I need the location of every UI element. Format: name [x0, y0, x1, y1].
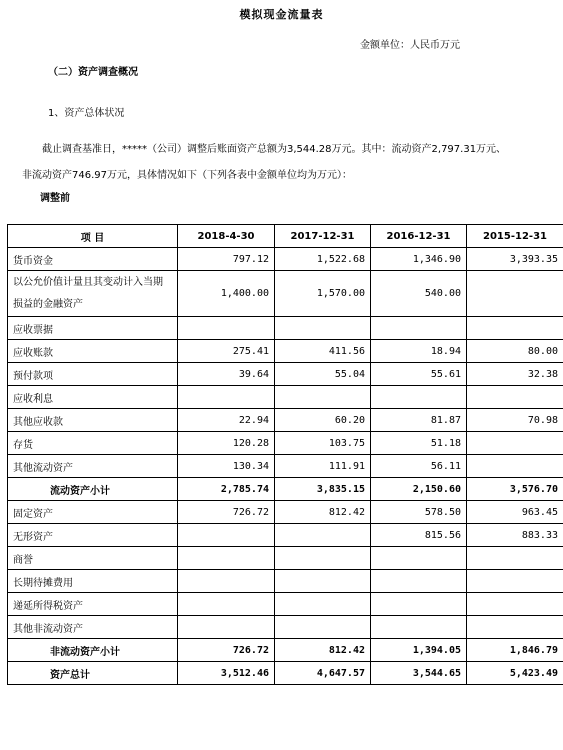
cell-value: 3,393.35 [467, 248, 563, 271]
cell-value: 70.98 [467, 409, 563, 432]
table-row [8, 386, 563, 409]
asset-table-body [8, 225, 563, 685]
row-label: 以公允价值计量且其变动计入当期损益的金融资产 [8, 271, 178, 317]
cell-value [275, 593, 371, 616]
table-row [8, 317, 563, 340]
cell-value [178, 524, 275, 547]
row-label: 存货 [8, 432, 178, 455]
table-row [8, 409, 563, 432]
cell-value [467, 593, 563, 616]
cell-value: 80.00 [467, 340, 563, 363]
table-row [8, 432, 563, 455]
header-date: 2015-12-31 [467, 225, 563, 248]
row-label: 非流动资产小计 [8, 639, 178, 662]
row-label: 固定资产 [8, 501, 178, 524]
cell-value [467, 570, 563, 593]
cell-value: 726.72 [178, 501, 275, 524]
cell-value: 103.75 [275, 432, 371, 455]
cell-value: 32.38 [467, 363, 563, 386]
cell-value: 275.41 [178, 340, 275, 363]
cell-value [178, 547, 275, 570]
table-row [8, 593, 563, 616]
cell-value [371, 570, 467, 593]
summary-paragraph-line1: 截止调查基准日，*****（公司）调整后账面资产总额为3,544.28万元。其中：流动资产2,797.31万元、 [42, 144, 507, 155]
cell-value [275, 317, 371, 340]
header-date: 2017-12-31 [275, 225, 371, 248]
cell-value [467, 616, 563, 639]
cell-value: 963.45 [467, 501, 563, 524]
cell-value: 3,544.65 [371, 662, 467, 685]
table-row [8, 501, 563, 524]
cell-value: 1,570.00 [275, 271, 371, 317]
cell-value [275, 616, 371, 639]
cell-value [371, 386, 467, 409]
cell-value: 111.91 [275, 455, 371, 478]
table-row [8, 248, 563, 271]
cell-value: 55.61 [371, 363, 467, 386]
table-row [8, 340, 563, 363]
cell-value: 55.04 [275, 363, 371, 386]
cell-value: 1,400.00 [178, 271, 275, 317]
cell-value: 39.64 [178, 363, 275, 386]
table-row [8, 363, 563, 386]
table-row [8, 570, 563, 593]
cell-value [178, 593, 275, 616]
row-label: 无形资产 [8, 524, 178, 547]
cell-value [371, 593, 467, 616]
adjustment-label: 调整前 [40, 193, 70, 204]
table-row [8, 271, 563, 317]
section-heading: （二）资产调查概况 [48, 67, 138, 78]
row-label: 长期待摊费用 [8, 570, 178, 593]
cell-value: 1,522.68 [275, 248, 371, 271]
cell-value [467, 547, 563, 570]
cell-value [371, 616, 467, 639]
cell-value [371, 547, 467, 570]
asset-table [7, 224, 563, 685]
cell-value [275, 547, 371, 570]
row-label: 应收利息 [8, 386, 178, 409]
table-row [8, 547, 563, 570]
row-label: 预付款项 [8, 363, 178, 386]
row-label: 商誉 [8, 547, 178, 570]
cell-value [467, 317, 563, 340]
cell-value: 3,576.70 [467, 478, 563, 501]
row-label: 货币资金 [8, 248, 178, 271]
cell-value: 3,835.15 [275, 478, 371, 501]
row-label: 资产总计 [8, 662, 178, 685]
amount-unit: 金额单位：人民币万元 [360, 40, 460, 51]
cell-value: 2,785.74 [178, 478, 275, 501]
cell-value [275, 524, 371, 547]
row-label: 应收账款 [8, 340, 178, 363]
cell-value [467, 432, 563, 455]
cell-value: 4,647.57 [275, 662, 371, 685]
cell-value: 812.42 [275, 501, 371, 524]
cell-value: 18.94 [371, 340, 467, 363]
cell-value [178, 317, 275, 340]
cell-value: 1,846.79 [467, 639, 563, 662]
cell-value: 2,150.60 [371, 478, 467, 501]
header-item: 项 目 [8, 225, 178, 248]
cell-value: 56.11 [371, 455, 467, 478]
cell-value [467, 271, 563, 317]
subtotal-row [8, 478, 563, 501]
cell-value [467, 386, 563, 409]
row-label: 流动资产小计 [8, 478, 178, 501]
cell-value: 578.50 [371, 501, 467, 524]
cell-value: 60.20 [275, 409, 371, 432]
cell-value [178, 570, 275, 593]
cell-value: 726.72 [178, 639, 275, 662]
cell-value: 5,423.49 [467, 662, 563, 685]
subtotal-row [8, 639, 563, 662]
cell-value [275, 570, 371, 593]
cell-value: 540.00 [371, 271, 467, 317]
cell-value [178, 386, 275, 409]
table-row [8, 616, 563, 639]
header-date: 2018-4-30 [178, 225, 275, 248]
cell-value: 81.87 [371, 409, 467, 432]
cell-value [371, 317, 467, 340]
cell-value: 22.94 [178, 409, 275, 432]
cell-value: 812.42 [275, 639, 371, 662]
cell-value [467, 455, 563, 478]
row-label: 其他流动资产 [8, 455, 178, 478]
cell-value [178, 616, 275, 639]
cell-value: 411.56 [275, 340, 371, 363]
header-date: 2016-12-31 [371, 225, 467, 248]
total-row [8, 662, 563, 685]
row-label: 递延所得税资产 [8, 593, 178, 616]
row-label: 其他非流动资产 [8, 616, 178, 639]
cell-value: 3,512.46 [178, 662, 275, 685]
cell-value [275, 386, 371, 409]
table-row [8, 524, 563, 547]
summary-paragraph-line2: 非流动资产746.97万元，具体情况如下（下列各表中金额单位均为万元）： [22, 170, 352, 181]
subsection-heading: 1、资产总体状况 [48, 108, 125, 119]
cell-value: 130.34 [178, 455, 275, 478]
cell-value: 1,346.90 [371, 248, 467, 271]
cell-value: 797.12 [178, 248, 275, 271]
row-label: 应收票据 [8, 317, 178, 340]
cell-value: 120.28 [178, 432, 275, 455]
row-label: 其他应收款 [8, 409, 178, 432]
cell-value: 51.18 [371, 432, 467, 455]
cell-value: 815.56 [371, 524, 467, 547]
table-row [8, 455, 563, 478]
cell-value: 1,394.05 [371, 639, 467, 662]
table-header-row [8, 225, 563, 248]
page-title: 模拟现金流量表 [239, 8, 324, 21]
cell-value: 883.33 [467, 524, 563, 547]
